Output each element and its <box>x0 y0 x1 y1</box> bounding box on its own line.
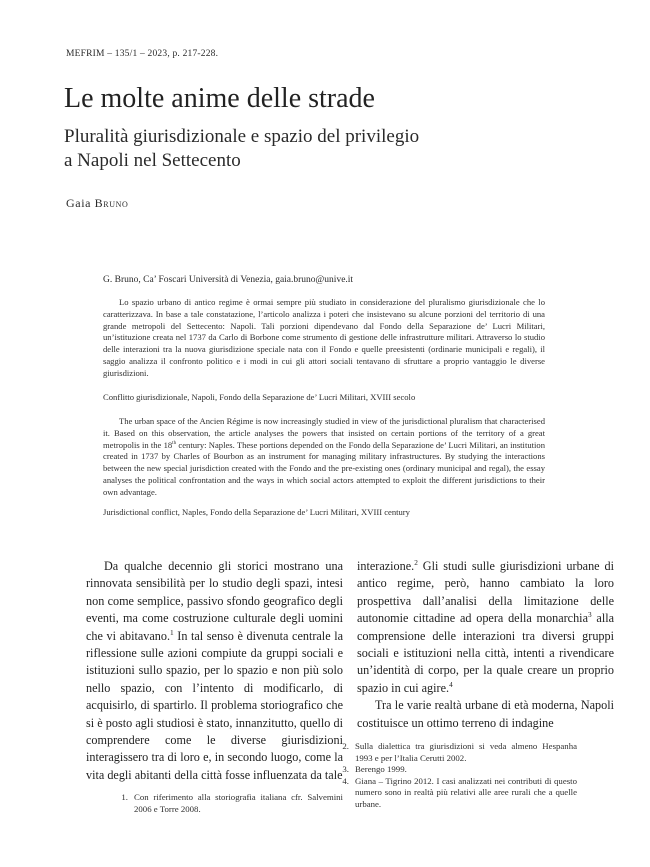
footnote-2 <box>331 741 577 764</box>
footnote-ref-1[interactable]: 1 <box>170 627 174 637</box>
author-name <box>66 196 128 211</box>
footnote-number: 3. <box>342 764 349 775</box>
footnote-number: 1. <box>121 792 128 802</box>
body-text: Gli studi sulle giurisdizioni urbane di antico regime, però, hanno cambiato la loro prospettiva dall’analisi della limitazione delle autonomie cittadine ad opera della monarchia <box>357 559 614 626</box>
keywords-english: Jurisdictional conflict, Naples, Fondo della Separazione de’ Lucri Militari, XVIII century <box>103 507 410 517</box>
abstract-english-text <box>103 416 545 499</box>
body-text: interazione. <box>357 559 415 573</box>
footnotes-right <box>331 741 577 811</box>
running-head: MEFRIM – 135/1 – 2023, p. 217-228. <box>66 49 219 59</box>
footnote-number: 4. <box>342 775 349 786</box>
keywords-italian: Conflitto giurisdizionale, Napoli, Fondo della Separazione de’ Lucri Militari, XVIII secolo <box>103 392 416 402</box>
footnotes-left <box>110 792 343 815</box>
footnote-1 <box>110 792 343 815</box>
footnote-text: Sulla dialettica tra giurisdizioni si veda almeno Hespanha 1993 e per l’Italia Cerutti 2002. <box>355 741 577 763</box>
author-first-name: Gaia <box>66 196 92 210</box>
body-paragraph <box>86 558 343 784</box>
abstract-english <box>103 416 545 499</box>
abstract-italian <box>103 297 545 380</box>
body-text: alla comprensione delle interazioni tra diversi gruppi sociali e istituzioni nella città, intenti a rivendicare un’identità di corpo, per la quale creare un proprio spazio in cui agire. <box>357 611 615 695</box>
footnote-ref-3[interactable]: 3 <box>587 610 592 620</box>
footnote-text: Berengo 1999. <box>355 764 407 775</box>
subtitle-line-2: a Napoli nel Settecento <box>64 150 241 171</box>
abstract-english-part-1: The urban space of the Ancien Régime is now increasingly studied in view of the jurisdictional pluralism that characterised it. Based on this observation, the article analyses the powers that insisted on certain portions of the territory of a great metropolis in the 18 <box>103 416 545 450</box>
footnote-number: 2. <box>342 741 349 751</box>
body-text: In tal senso è divenuta centrale la riflessione sulle azioni compiute da gruppi sociali e istituzioni sullo spazio, per lo spazio e non più solo nello spazio, con l’intento di modificarlo, di acquisirlo, di spartirlo. Il problema storiografico che si è posto agli studiosi è stato, innanzitutto, quello di comprendere come le diverse giurisdizioni interagissero tra di loro e, in secondo luogo, come la vita degli abitanti della città fosse influenzata da tale <box>86 628 343 782</box>
footnote-text: Giana – Tigrino 2012. I casi analizzati nei contributi di questo numero sono in realtà più relativi alle aree rurali che a quelle urbane. <box>355 775 577 809</box>
article-subtitle <box>64 125 419 173</box>
footnote-ref-2[interactable]: 2 <box>414 557 418 567</box>
author-last-name: Bruno <box>94 196 129 210</box>
footnote-text: Con riferimento alla storiografia italiana cfr. Salvemini 2006 e Torre 2008. <box>134 792 343 814</box>
body-column-right <box>357 558 614 732</box>
subtitle-line-1: Pluralità giurisdizionale e spazio del privilegio <box>64 126 420 147</box>
body-paragraph: Tra le varie realtà urbane di età moderna, Napoli costituisce un ottimo terreno di indagine <box>357 698 614 730</box>
footnote-ref-4[interactable]: 4 <box>449 679 453 689</box>
abstract-italian-text: Lo spazio urbano di antico regime è ormai sempre più studiato in considerazione del pluralismo giurisdizionale che lo caratterizzava. In base a tale constatazione, l’articolo analizza i poteri che insistevano su alcune porzioni del territorio di una grande metropoli del Settecento: Napoli. Tali porzioni dipendevano dal Fondo della Separazione de’ Lucri Militari, un’istituzione creata nel 1737 da Carlo di Borbone come strumento di gestione delle infrastrutture militari. Attraverso lo studio delle interazioni tra la nuova giurisdizione speciale nata con il Fondo e quelle preesistenti (ordinarie municipali e regali), il saggio analizza il confronto politico e i modi in cui gli attori sociali tentavano di sfruttare a proprio vantaggio le diverse giurisdizioni. <box>103 297 545 378</box>
author-affiliation: G. Bruno, Ca’ Foscari Università di Venezia, gaia.bruno@unive.it <box>103 275 354 285</box>
article-title: Le molte anime delle strade <box>64 83 375 114</box>
abstract-english-part-2: century: Naples. These portions depended on the Fondo della Separazione de’ Lucri Militari, an institution created in 1737 by Charles of Bourbon as an instrument for managing military infrastructures. By studying the interactions between the new special jurisdiction created with the Fondo and the pre-existing ones (ordinary municipal and regal), the essay analyses the political confrontation and the ways in which social actors attempted to exploit the different jurisdictions to their own advantage. <box>103 439 545 497</box>
body-column-left <box>86 558 343 784</box>
body-text: Da qualche decennio gli storici mostrano una rinnovata sensibilità per lo studio degli spazi, intesi non come semplice, passivo sfondo geografico degli eventi, ma come costruzione culturale degli uomini che vi abitavano. <box>86 559 343 643</box>
footnote-4 <box>331 776 577 811</box>
footnote-3 <box>331 764 577 776</box>
ordinal-sup: th <box>172 439 177 446</box>
body-paragraph <box>357 558 614 697</box>
